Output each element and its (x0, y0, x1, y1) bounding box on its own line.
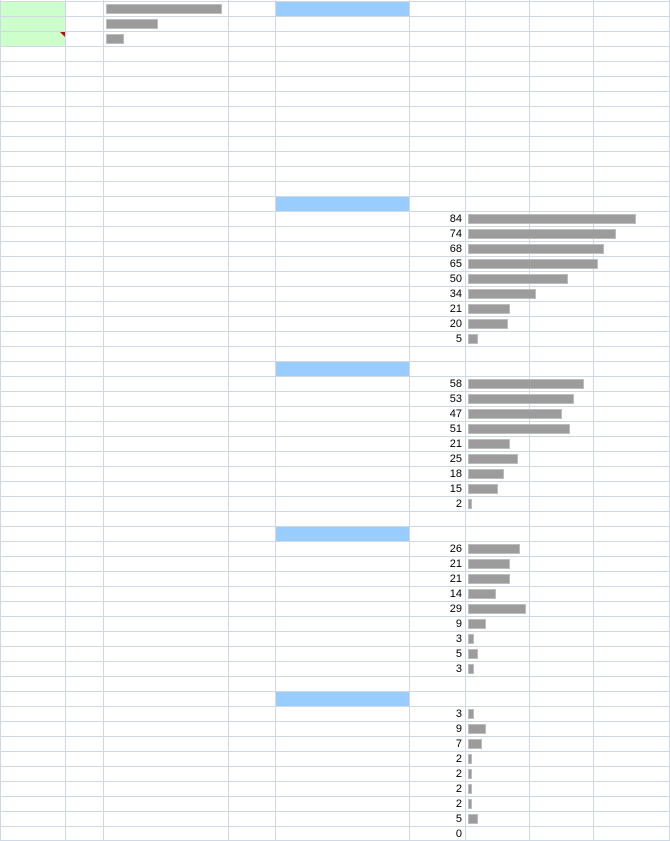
ranking-value: 21 (449, 438, 462, 450)
ranking-bar (468, 319, 508, 329)
ranking-bar (468, 484, 498, 494)
total-dots-value (594, 107, 670, 121)
ranking-bar (468, 289, 536, 299)
ranking-group-name (276, 212, 409, 226)
grid-row-line (0, 511, 670, 512)
ranking-value: 3 (455, 708, 462, 720)
ranking-group-name (276, 767, 409, 781)
ranking-value: 34 (449, 288, 462, 300)
total-dots-header (594, 2, 670, 16)
ranking-value: 2 (455, 798, 462, 810)
language-label (1, 2, 65, 16)
ranking-group-name (276, 242, 409, 256)
group-name (276, 47, 409, 61)
language-percent (229, 32, 275, 46)
ranking-bar (468, 559, 510, 569)
ranking-value: 5 (455, 813, 462, 825)
group-name (276, 32, 409, 46)
ranking-bar (468, 724, 486, 734)
total-dots-value (594, 122, 670, 136)
english-value (410, 17, 465, 31)
ranking-value: 2 (455, 768, 462, 780)
english-value (410, 77, 465, 91)
youth-value (530, 47, 593, 61)
ranking-bar (468, 244, 604, 254)
ranking-group-name (276, 332, 409, 346)
group-name (276, 107, 409, 121)
final-group-header (276, 527, 409, 541)
ranking-bar (468, 574, 510, 584)
youth-value (530, 32, 593, 46)
ranking-group-name (276, 827, 409, 841)
total-dots-header (410, 197, 465, 211)
language-share-bar (106, 19, 158, 29)
youth-value (530, 17, 593, 31)
ranking-bar (468, 634, 474, 644)
grid-row-line (0, 166, 670, 167)
ranking-group-name (276, 392, 409, 406)
ranking-bar (468, 814, 478, 824)
ranking-value: 53 (449, 393, 462, 405)
english-value (410, 47, 465, 61)
ranking-value: 21 (449, 303, 462, 315)
youth-value (530, 137, 593, 151)
ranking-value: 15 (449, 483, 462, 495)
english-value (410, 122, 465, 136)
total-dots-value (594, 17, 670, 31)
ranking-group-name (276, 722, 409, 736)
ranking-bar (468, 589, 496, 599)
language-percent (229, 2, 275, 16)
ranking-value: 51 (449, 423, 462, 435)
group-name (276, 62, 409, 76)
total-dots-value (594, 77, 670, 91)
ranking-value: 3 (455, 663, 462, 675)
ranking-group-name (276, 632, 409, 646)
ranking-bar (468, 664, 474, 674)
ranking-bar (468, 709, 474, 719)
group-name (276, 77, 409, 91)
english-value (410, 137, 465, 151)
ranking-bar (468, 499, 472, 509)
group-name (276, 92, 409, 106)
ranking-value: 74 (449, 228, 462, 240)
ranking-group-name (276, 602, 409, 616)
ranking-group-name (276, 257, 409, 271)
ranking-value: 2 (455, 498, 462, 510)
english-value (410, 62, 465, 76)
ranking-group-name (276, 287, 409, 301)
ranking-value: 9 (455, 618, 462, 630)
ranking-bar (468, 394, 574, 404)
youth-value (530, 62, 593, 76)
ranking-value: 58 (449, 378, 462, 390)
ranking-value: 21 (449, 573, 462, 585)
ranking-bar (468, 769, 472, 779)
ranking-value: 5 (455, 333, 462, 345)
spanish-value (466, 17, 529, 31)
ranking-group-name (276, 227, 409, 241)
english-value (410, 107, 465, 121)
ranking-bar (468, 424, 570, 434)
ranking-group-name (276, 497, 409, 511)
ranking-value: 68 (449, 243, 462, 255)
ranking-title (1, 197, 275, 211)
language-label (1, 17, 65, 31)
spanish-value (466, 107, 529, 121)
language-count (66, 17, 103, 31)
ranking-bar (468, 214, 636, 224)
ranking-value: 50 (449, 273, 462, 285)
spanish-value (466, 77, 529, 91)
ranking-group-name (276, 752, 409, 766)
ranking-bar (468, 544, 520, 554)
spanish-value (466, 32, 529, 46)
ranking-value: 20 (449, 318, 462, 330)
english-value (410, 32, 465, 46)
language-percent (229, 17, 275, 31)
ranking-group-name (276, 647, 409, 661)
ranking-bar (468, 334, 478, 344)
ranking-group-name (276, 557, 409, 571)
ranking-group-name (276, 707, 409, 721)
ranking-title (1, 362, 275, 376)
language-count (66, 32, 103, 46)
ranking-value: 18 (449, 468, 462, 480)
ranking-bar (468, 469, 504, 479)
ranking-group-name (276, 377, 409, 391)
ranking-bar (468, 754, 472, 764)
ranking-value: 3 (455, 633, 462, 645)
ranking-value: 5 (455, 648, 462, 660)
language-share-bar (106, 34, 124, 44)
ranking-value: 7 (455, 738, 462, 750)
final-group-header (276, 362, 409, 376)
ranking-bar (468, 439, 510, 449)
ranking-group-name (276, 407, 409, 421)
ranking-group-name (276, 437, 409, 451)
ranking-value: 9 (455, 723, 462, 735)
spanish-value (466, 92, 529, 106)
final-group-header (276, 197, 409, 211)
ranking-bar (468, 454, 518, 464)
ranking-value: 2 (455, 753, 462, 765)
comment-indicator-icon (60, 32, 65, 37)
total-dots-value (594, 47, 670, 61)
ranking-group-name (276, 452, 409, 466)
ranking-bar (468, 409, 562, 419)
ranking-bar (468, 274, 568, 284)
ranking-value: 65 (449, 258, 462, 270)
ranking-group-name (276, 467, 409, 481)
ranking-value: 29 (449, 603, 462, 615)
english-total (410, 152, 465, 166)
ranking-value: 14 (449, 588, 462, 600)
ranking-group-name (276, 572, 409, 586)
ranking-value: 47 (449, 408, 462, 420)
ranking-value: 2 (455, 783, 462, 795)
ranking-bar (468, 739, 482, 749)
final-group-header (276, 2, 409, 16)
ranking-group-name (276, 482, 409, 496)
ranking-group-name (276, 617, 409, 631)
ranking-bar (468, 304, 510, 314)
spanish-value (466, 122, 529, 136)
ranking-group-name (276, 812, 409, 826)
ranking-title (1, 692, 275, 706)
spanish-total (466, 152, 529, 166)
youth-total (530, 152, 593, 166)
spanish-value (466, 137, 529, 151)
total-dots-value (594, 32, 670, 46)
total-dots-value (594, 92, 670, 106)
ranking-value: 25 (449, 453, 462, 465)
ranking-group-name (276, 317, 409, 331)
youth-value (530, 107, 593, 121)
ranking-bar (468, 784, 472, 794)
youth-header (530, 2, 593, 16)
ranking-value: 21 (449, 558, 462, 570)
ranking-bar (468, 259, 598, 269)
ranking-bar (468, 799, 472, 809)
grid-row-line (0, 676, 670, 677)
total-dots-header (410, 362, 465, 376)
group-name (276, 17, 409, 31)
ranking-group-name (276, 587, 409, 601)
language-count (66, 2, 103, 16)
ranking-value: 0 (455, 828, 462, 840)
total-dots-value (594, 62, 670, 76)
language-label (1, 32, 65, 46)
ranking-bar (468, 379, 584, 389)
total-dots-header (410, 527, 465, 541)
group-name (276, 137, 409, 151)
youth-value (530, 122, 593, 136)
ranking-group-name (276, 422, 409, 436)
group-name (276, 122, 409, 136)
ranking-value: 26 (449, 543, 462, 555)
ranking-group-name (276, 272, 409, 286)
ranking-value: 84 (449, 213, 462, 225)
final-group-header (276, 692, 409, 706)
english-header (410, 2, 465, 16)
spanish-value (466, 62, 529, 76)
english-value (410, 92, 465, 106)
grid-row-line (0, 181, 670, 182)
ranking-group-name (276, 302, 409, 316)
ranking-bar (468, 604, 526, 614)
ranking-title (1, 527, 275, 541)
youth-value (530, 92, 593, 106)
ranking-group-name (276, 662, 409, 676)
total-dots-header (410, 692, 465, 706)
ranking-bar (468, 619, 486, 629)
ranking-group-name (276, 797, 409, 811)
total-dots-value (594, 137, 670, 151)
language-share-bar (106, 4, 222, 14)
grid-row-line (0, 346, 670, 347)
ranking-bar (468, 649, 478, 659)
ranking-group-name (276, 782, 409, 796)
spanish-value (466, 47, 529, 61)
spanish-header (466, 2, 529, 16)
ranking-group-name (276, 737, 409, 751)
youth-value (530, 77, 593, 91)
ranking-bar (468, 229, 616, 239)
ranking-group-name (276, 542, 409, 556)
